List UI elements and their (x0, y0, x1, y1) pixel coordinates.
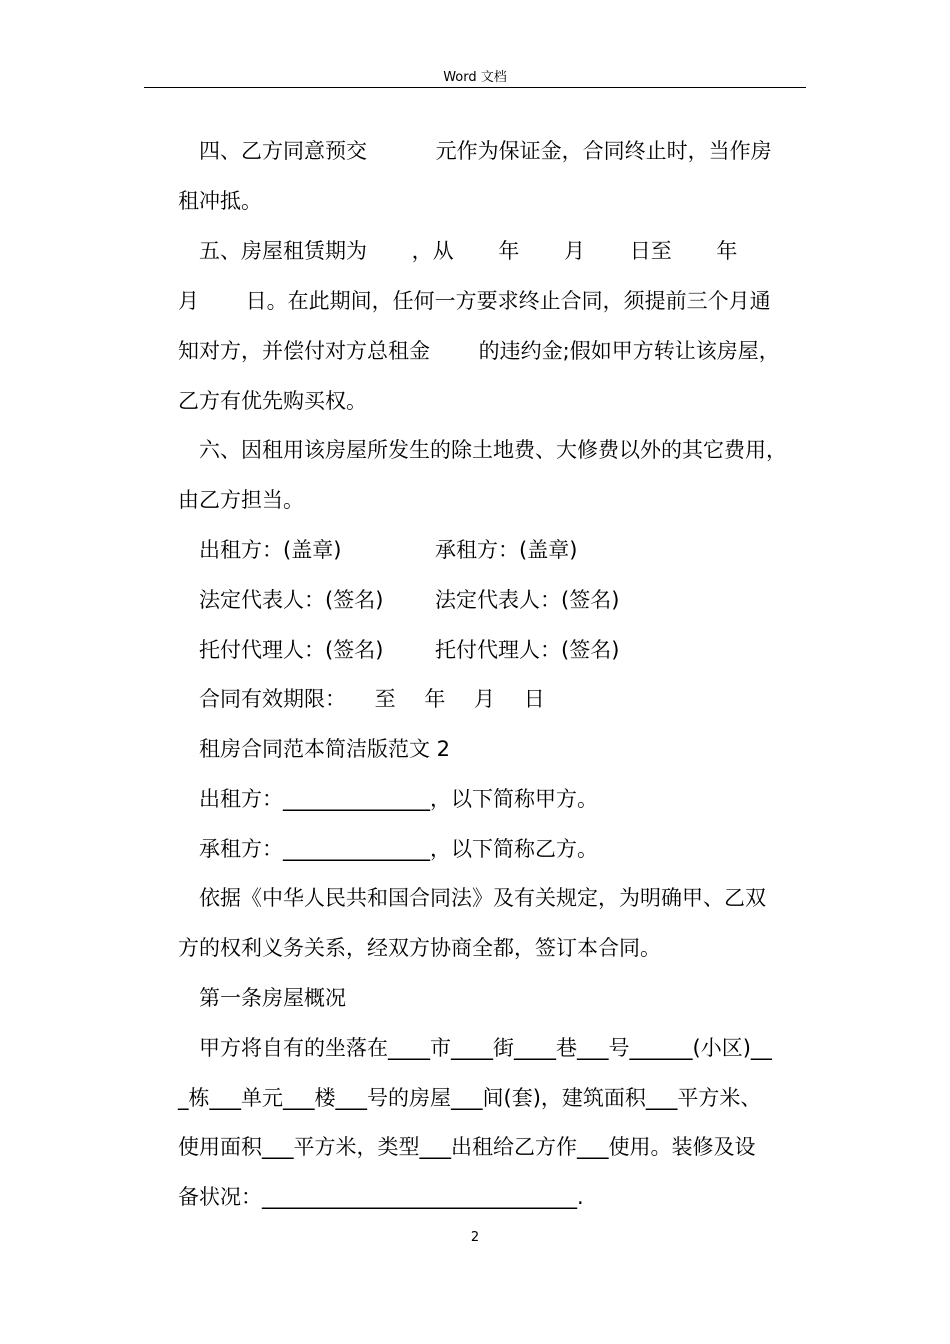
section-title: 租房合同范本简洁版范文 2 (199, 737, 451, 761)
paragraph-line: 月 日。在此期间，任何一方要求终止合同，须提前三个月通 (178, 289, 771, 313)
paragraph-line: 方的权利义务关系，经双方协商全都，签订本合同。 (178, 936, 661, 960)
paragraph-line: 五、房屋租赁期为 ，从 年 月 日至 年 (199, 239, 738, 263)
paragraph-line: 依据《中华人民共和国合同法》及有关规定，为明确甲、乙双 (199, 886, 766, 910)
paragraph-line: 四、乙方同意预交 元作为保证金，合同终止时，当作房 (199, 139, 772, 163)
validity-period-line: 合同有效期限： 至 年 月 日 (199, 687, 545, 711)
page-header: Word 文档 (443, 70, 507, 85)
paragraph-line: 乙方有优先购买权。 (178, 389, 367, 413)
paragraph-line: 知对方，并偿付对方总租金 的违约金;假如甲方转让该房屋， (178, 339, 780, 363)
lessor-line: 出租方：______________，以下简称甲方。 (199, 787, 598, 811)
page-number: 2 (470, 1230, 480, 1245)
paragraph-line: 甲方将自有的坐落在____市____街____巷___号______(小区)__ (199, 1036, 772, 1060)
lessee-line: 承租方：______________，以下简称乙方。 (199, 837, 598, 861)
paragraph-line: 六、因租用该房屋所发生的除土地费、大修费以外的其它费用， (199, 438, 787, 462)
article-heading: 第一条房屋概况 (199, 986, 346, 1010)
paragraph-line: 使用面积___平方米，类型___出租给乙方作___使用。装修及设 (178, 1135, 756, 1159)
lessor-representative-label: 法定代表人：(签名) (199, 588, 384, 612)
lessee-representative-label: 法定代表人：(签名) (435, 588, 620, 612)
lessor-agent-label: 托付代理人：(签名) (199, 638, 384, 662)
paragraph-line: 由乙方担当。 (178, 488, 304, 512)
paragraph-line: _栋___单元___楼___号的房屋___间(套)，建筑面积___平方米、 (178, 1086, 762, 1110)
paragraph-line: 备状况：______________________________. (178, 1185, 584, 1209)
lessee-agent-label: 托付代理人：(签名) (435, 638, 620, 662)
paragraph-line: 租冲抵。 (178, 189, 262, 213)
header-divider (144, 87, 806, 88)
lessor-seal-label: 出租方：(盖章) (199, 538, 342, 562)
lessee-seal-label: 承租方：(盖章) (435, 538, 578, 562)
